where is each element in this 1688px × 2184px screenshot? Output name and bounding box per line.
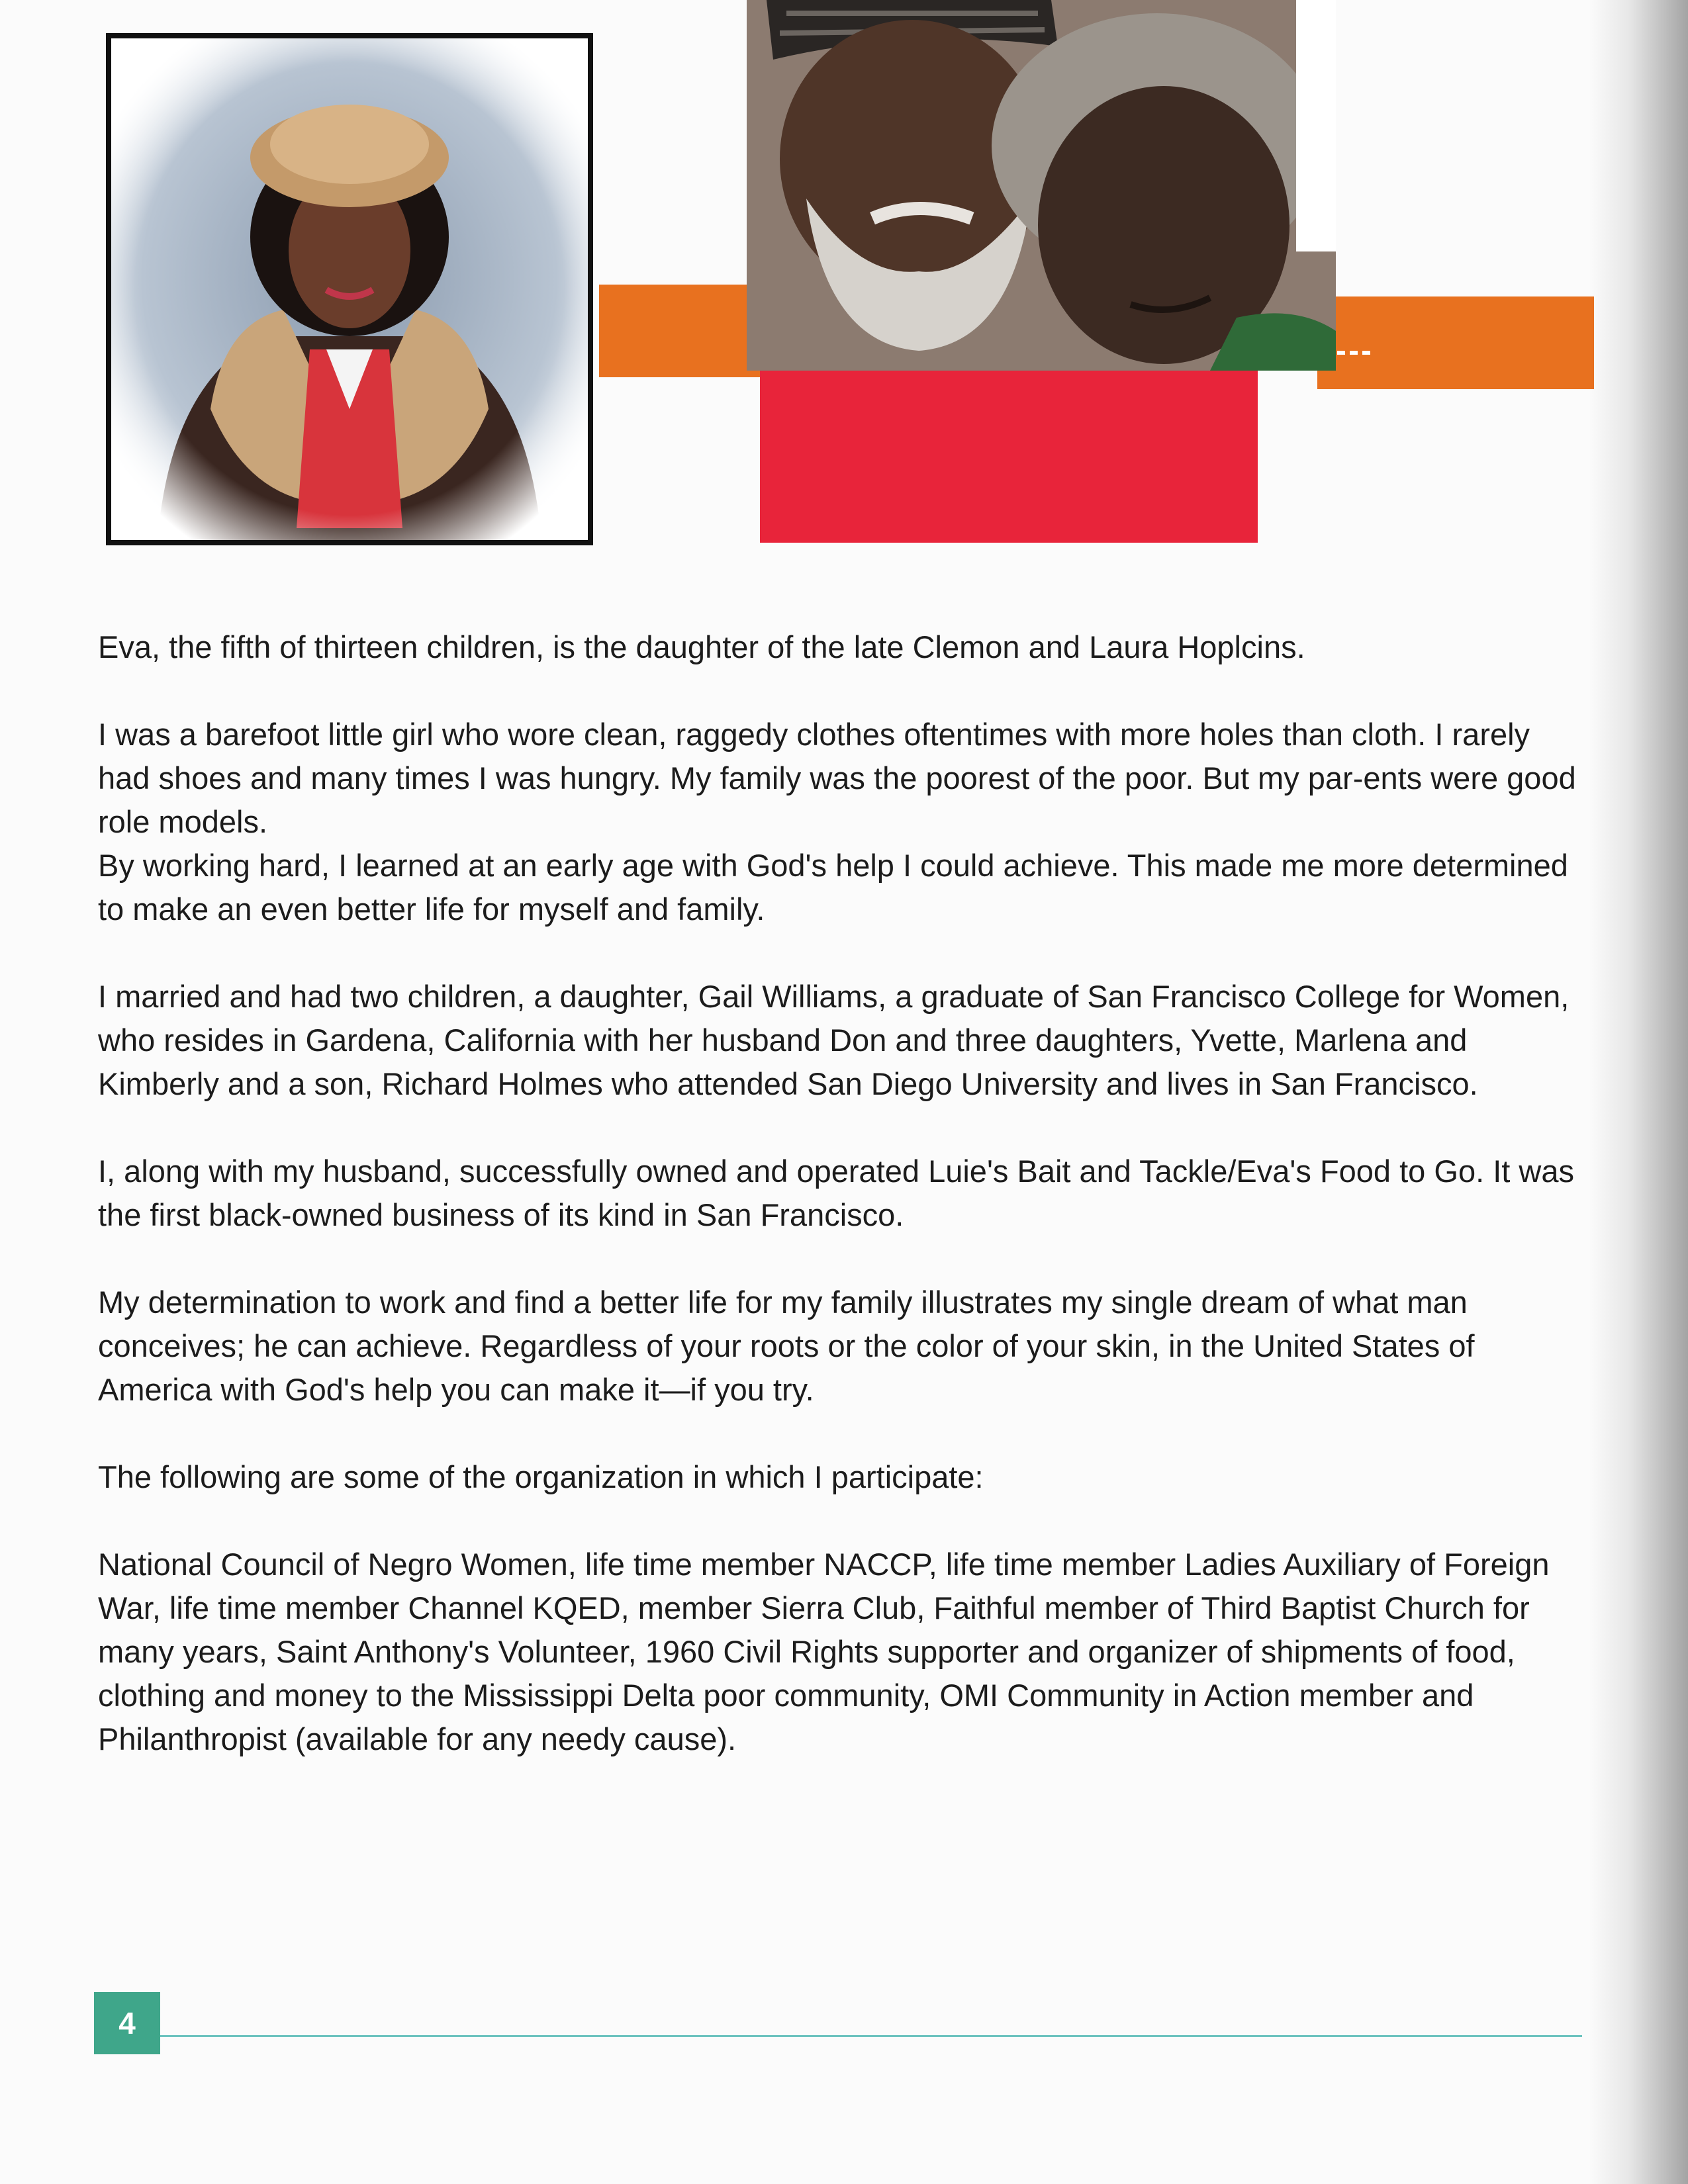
couple-photo-frame bbox=[747, 0, 1336, 371]
paragraph-family: I married and had two children, a daughter, Gail Williams, a graduate of San Francisco College for Women, who resides in Gardena, California with her husband Don and three daughters, Yvette, Marlena and Kimberly and a son, Richard Holmes who attended San Diego University and lives in San Francisco. bbox=[98, 979, 1570, 1101]
paragraph-determination: My determination to work and find a better life for my family illustrates my single dream of what man conceives; he can achieve. Regardless of your roots or the color of your skin, in the United States of America with God's help you can make it—if you try. bbox=[98, 1285, 1475, 1407]
red-accent-block bbox=[760, 357, 1258, 543]
paragraph-business: I, along with my husband, successfully owned and operated Luie's Bait and Tackle/Eva's Food to Go. It was the first black-owned business of its kind in San Francisco. bbox=[98, 1154, 1574, 1232]
binding-shadow bbox=[1589, 0, 1688, 2184]
paragraph-intro: Eva, the fifth of thirteen children, is the daughter of the late Clemon and Laura Hoplcins. bbox=[98, 629, 1305, 664]
paragraph-childhood: I was a barefoot little girl who wore clean, raggedy clothes oftentimes with more holes than cloth. I rarely had shoes and many times I was hungry. My family was the poorest of the poor. But my par-ents were good role models. bbox=[98, 717, 1576, 839]
footer-divider bbox=[160, 2035, 1582, 2037]
portrait-photo-frame bbox=[106, 33, 593, 545]
paragraph-organizations-list: National Council of Negro Women, life time member NACCP, life time member Ladies Auxiliary of Foreign War, life time member Channel KQED, member Sierra Club, Faithful member of Third Baptist Church for many years, Saint Anthony's Volunteer, 1960 Civil Rights supporter and organizer of shipments of food, clothing and money to the Mississippi Delta poor community, OMI Community in Action member and Philanthropist (available for any needy cause). bbox=[98, 1547, 1550, 1756]
orange-band-dashes bbox=[1337, 351, 1370, 359]
woman-portrait-image bbox=[111, 38, 588, 540]
biography-text bbox=[98, 625, 1581, 1805]
elderly-couple-image bbox=[747, 0, 1336, 371]
page-number-badge: 4 bbox=[94, 1992, 160, 2054]
orange-accent-band-right bbox=[1317, 296, 1594, 389]
paragraph-organizations-intro: The following are some of the organization in which I participate: bbox=[98, 1459, 984, 1494]
paragraph-hard-work: By working hard, I learned at an early age with God's help I could achieve. This made me more determined to make an even better life for myself and family. bbox=[98, 848, 1568, 927]
